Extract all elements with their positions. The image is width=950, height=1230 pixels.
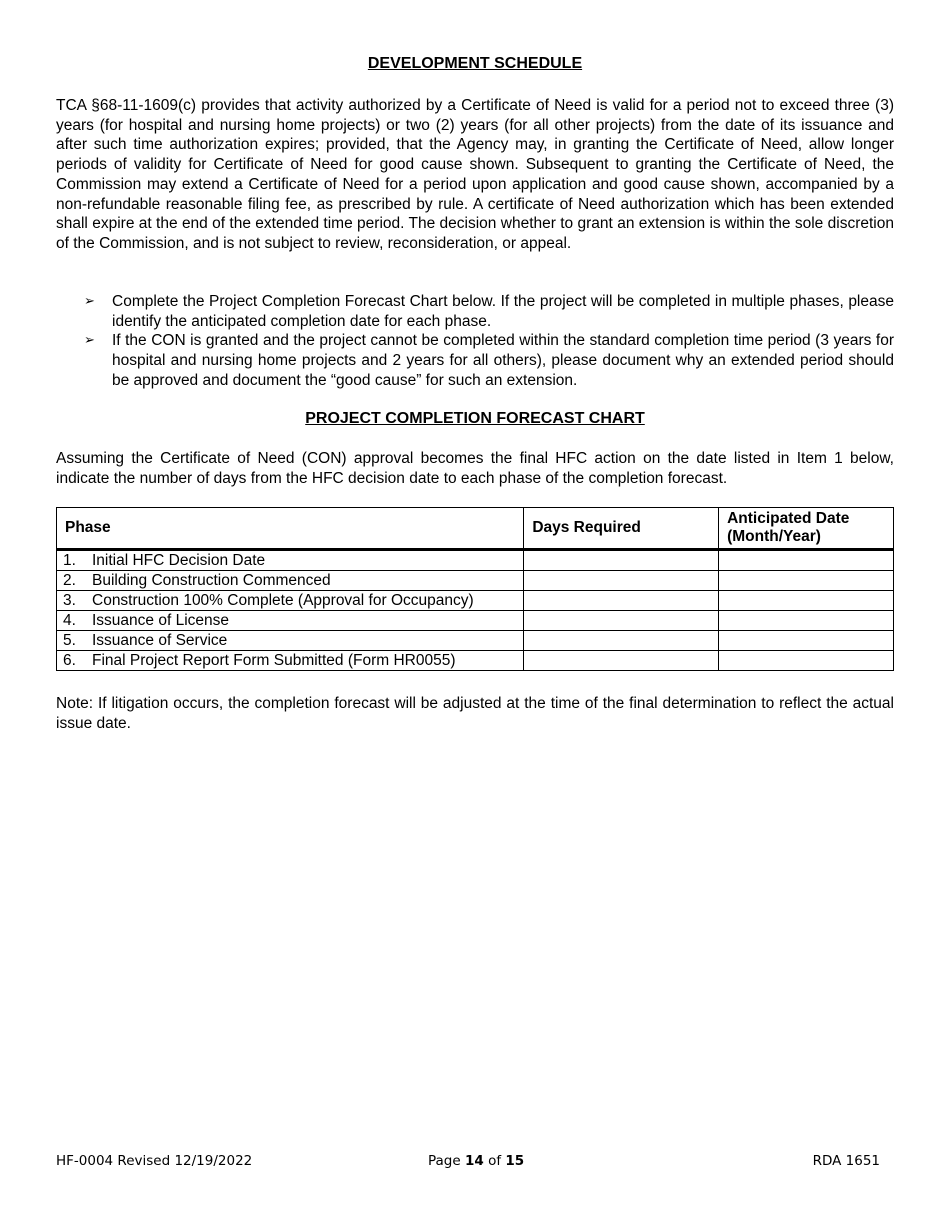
chart-intro-paragraph: Assuming the Certificate of Need (CON) approval becomes the final HFC action on the date listed in Item 1 below, indicate the number of days from the HFC decision date to each phase of the completion forecast. <box>56 450 894 487</box>
phase-cell <box>57 550 524 571</box>
table-header-row <box>57 508 894 550</box>
anticipated-date-cell[interactable] <box>719 591 894 611</box>
phase-label: Final Project Report Form Submitted (Form HR0055) <box>92 652 456 669</box>
bullet-text: Complete the Project Completion Forecast Chart below. If the project will be completed in multiple phases, please identify the anticipated completion date for each phase. <box>112 293 894 330</box>
arrow-bullet-icon: ➢ <box>84 333 95 349</box>
footer-rda: RDA 1651 <box>812 1153 880 1169</box>
header-anticipated-date-line2: (Month/Year) <box>727 528 821 545</box>
table-row <box>57 550 894 571</box>
days-required-cell[interactable] <box>524 651 719 671</box>
table-row <box>57 591 894 611</box>
table-row <box>57 571 894 591</box>
phase-label: Initial HFC Decision Date <box>92 552 266 569</box>
footer-form-id: HF-0004 Revised 12/19/2022 <box>56 1153 253 1169</box>
header-days-required: Days Required <box>524 508 719 550</box>
page-of: of <box>483 1153 506 1169</box>
table-row <box>57 651 894 671</box>
phase-label: Construction 100% Complete (Approval for Occupancy) <box>92 592 474 609</box>
phase-number: 6. <box>63 652 76 669</box>
days-required-cell[interactable] <box>524 550 719 571</box>
list-item <box>56 331 894 390</box>
current-page: 14 <box>464 1153 484 1169</box>
forecast-table <box>56 507 894 671</box>
table-row <box>57 611 894 631</box>
chart-title: PROJECT COMPLETION FORECAST CHART <box>305 410 645 427</box>
phase-number: 5. <box>63 632 76 649</box>
page-prefix: Page <box>428 1153 465 1169</box>
page-title: DEVELOPMENT SCHEDULE <box>367 55 583 72</box>
days-required-cell[interactable] <box>524 611 719 631</box>
phase-cell <box>57 611 524 631</box>
total-pages: 15 <box>505 1153 525 1169</box>
phase-cell <box>57 651 524 671</box>
days-required-cell[interactable] <box>524 591 719 611</box>
anticipated-date-cell[interactable] <box>719 550 894 571</box>
phase-label: Issuance of Service <box>92 632 228 649</box>
list-item <box>56 292 894 331</box>
footer-page-number <box>428 1153 524 1169</box>
anticipated-date-cell[interactable] <box>719 651 894 671</box>
phase-number: 3. <box>63 592 76 609</box>
days-required-cell[interactable] <box>524 631 719 651</box>
instruction-list <box>56 292 894 391</box>
litigation-note: Note: If litigation occurs, the completion forecast will be adjusted at the time of the final determination to reflect the actual issue date. <box>56 695 894 732</box>
phase-label: Building Construction Commenced <box>92 572 331 589</box>
anticipated-date-cell[interactable] <box>719 611 894 631</box>
header-anticipated-date-line1: Anticipated Date <box>727 510 850 527</box>
intro-paragraph: TCA §68-11-1609(c) provides that activity authorized by a Certificate of Need is valid for a period not to exceed three (3) years (for hospital and nursing home projects) or two (2) years (for all other projects) from the date of its issuance and after such time authorization expires; provided, that the Agency may, in granting the Certificate of Need, allow longer periods of validity for Certificate of Need for good cause shown. Subsequent to granting the Certificate of Need, the Commission may extend a Certificate of Need for a period upon application and good cause shown, accompanied by a non-refundable reasonable filing fee, as prescribed by rule. A certificate of Need authorization which has been extended shall expire at the end of the extended time period. The decision whether to grant an extension is within the sole discretion of the Commission, and is not subject to review, reconsideration, or appeal. <box>56 97 894 252</box>
bullet-text: If the CON is granted and the project cannot be completed within the standard completion time period (3 years for hospital and nursing home projects and 2 years for all others), please document why an extended period should be approved and document the “good cause” for such an extension. <box>112 332 894 389</box>
phase-cell <box>57 591 524 611</box>
phase-label: Issuance of License <box>92 612 230 629</box>
table-row <box>57 631 894 651</box>
phase-cell <box>57 631 524 651</box>
days-required-cell[interactable] <box>524 571 719 591</box>
phase-number: 4. <box>63 612 76 629</box>
anticipated-date-cell[interactable] <box>719 631 894 651</box>
arrow-bullet-icon: ➢ <box>84 294 95 309</box>
phase-cell <box>57 571 524 591</box>
header-anticipated-date <box>719 508 894 550</box>
phase-number: 1. <box>63 552 76 569</box>
header-phase: Phase <box>57 508 524 550</box>
phase-number: 2. <box>63 572 76 589</box>
anticipated-date-cell[interactable] <box>719 571 894 591</box>
